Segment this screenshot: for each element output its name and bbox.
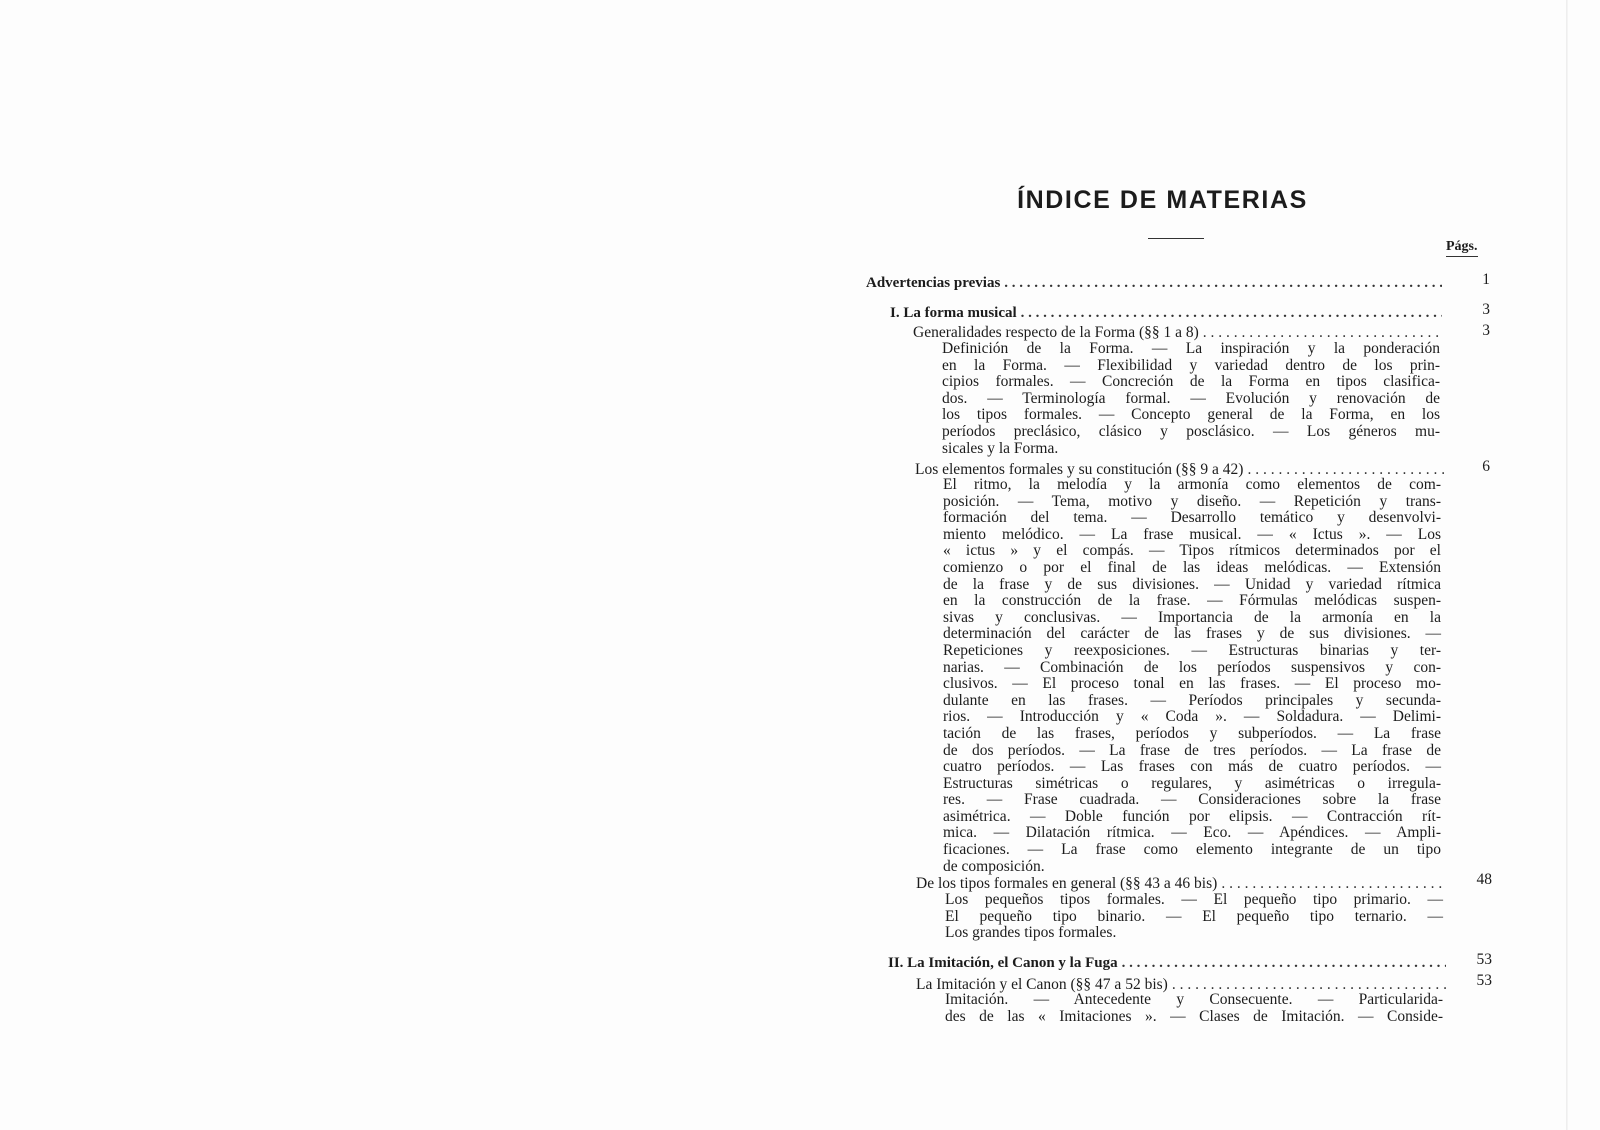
description-line: El pequeño tipo binario. — El pequeño tipo ternario. — <box>945 907 1443 925</box>
description-line: dos. — Terminología formal. — Evolución y renovación de <box>942 389 1440 407</box>
description-line: en la Forma. — Flexibilidad y variedad dentro de los prin- <box>942 356 1440 374</box>
description-line: de composición. <box>943 857 1045 875</box>
toc-entry-description <box>945 992 1443 1025</box>
toc-entry-title: I. La forma musical <box>890 305 1017 321</box>
toc-entry-page: 6 <box>1482 458 1490 475</box>
toc-entry-description <box>943 477 1441 875</box>
description-line: determinación del carácter de las frases y de sus divisiones. — <box>943 625 1441 643</box>
description-line: ficaciones. — La frase como elemento integrante de un tipo <box>943 841 1441 859</box>
description-line: Los pequeños tipos formales. — El pequeño tipo primario. — <box>945 891 1443 908</box>
description-line: dulante en las frases. — Períodos principales y secunda- <box>943 691 1441 709</box>
description-line: Los grandes tipos formales. <box>945 924 1117 942</box>
toc-entry-description <box>945 892 1443 942</box>
dot-leader <box>1004 275 1442 292</box>
description-line: sivas y conclusivas. — Importancia de la armonía en la <box>943 608 1441 626</box>
description-line: Definición de la Forma. — La inspiración y la ponderación <box>942 340 1440 357</box>
toc-entry-page: 48 <box>1476 871 1492 888</box>
description-line: de la frase y de sus divisiones. — Unidad y variedad rítmica <box>943 575 1441 593</box>
description-line: Repeticiones y reexposiciones. — Estructuras binarias y ter- <box>943 641 1441 659</box>
toc-entry-imitacion-canon-fuga <box>888 955 1446 972</box>
toc-entry-title: II. La Imitación, el Canon y la Fuga <box>888 955 1118 971</box>
dot-leader <box>1122 955 1446 972</box>
toc-entry-title: Los elementos formales y su constitución (§§ 9 a 42) <box>915 461 1244 478</box>
description-line: sicales y la Forma. <box>942 439 1059 457</box>
page-edge <box>1566 0 1568 1130</box>
description-line: períodos preclásico, clásico y posclásico. — Los géneros mu- <box>942 422 1440 440</box>
toc-entry-page: 3 <box>1482 322 1490 339</box>
description-line: mica. — Dilatación rítmica. — Eco. — Apéndices. — Ampli- <box>943 824 1441 842</box>
description-line: rios. — Introducción y « Coda ». — Soldadura. — Delimi- <box>943 708 1441 726</box>
description-line: de dos períodos. — La frase de tres períodos. — La frase de <box>943 741 1441 759</box>
description-line: res. — Frase cuadrada. — Consideraciones sobre la frase <box>943 791 1441 809</box>
toc-entry-advertencias <box>866 275 1442 292</box>
description-line: posición. — Tema, motivo y diseño. — Repetición y trans- <box>943 492 1441 510</box>
description-line: El ritmo, la melodía y la armonía como elementos de com- <box>943 476 1441 493</box>
page-title: ÍNDICE DE MATERIAS <box>1017 186 1308 214</box>
description-line: « ictus » y el compás. — Tipos rítmicos determinados por el <box>943 542 1441 560</box>
toc-entry-page: 1 <box>1482 271 1490 288</box>
description-line: cipios formales. — Concreción de la Forma en tipos clasifica- <box>942 373 1440 391</box>
toc-entry-title: Advertencias previas <box>866 275 1001 291</box>
description-line: Estructuras simétricas o regulares, y asimétricas o irregula- <box>943 774 1441 792</box>
toc-entry-title: La Imitación y el Canon (§§ 47 a 52 bis) <box>916 976 1168 993</box>
description-line: formación del tema. — Desarrollo temático y desenvolvi- <box>943 509 1441 527</box>
toc-entry-page: 53 <box>1476 972 1492 989</box>
description-line: tación de las frases, períodos y subperíodos. — La frase <box>943 724 1441 742</box>
toc-entry-title: Generalidades respecto de la Forma (§§ 1 a 8) <box>913 324 1199 341</box>
toc-entry-page: 3 <box>1482 301 1490 318</box>
toc-entry-title: De los tipos formales en general (§§ 43 a 46 bis) <box>916 875 1218 892</box>
description-line: narias. — Combinación de los períodos suspensivos y con- <box>943 658 1441 676</box>
description-line: miento melódico. — La frase musical. — « Ictus ». — Los <box>943 525 1441 543</box>
description-line: comienzo o por el final de las ideas melódicas. — Extensión <box>943 558 1441 576</box>
dot-leader <box>1021 305 1442 322</box>
description-line: cuatro períodos. — Las frases con más de cuatro períodos. — <box>943 758 1441 776</box>
description-line: asimétrica. — Doble función por elipsis. — Contracción rít- <box>943 807 1441 825</box>
description-line: los tipos formales. — Concepto general de la Forma, en los <box>942 406 1440 424</box>
description-line: en la construcción de la frase. — Fórmulas melódicas suspen- <box>943 592 1441 610</box>
toc-entry-page: 53 <box>1476 951 1492 968</box>
description-line: clusivos. — El proceso tonal en las frases. — El proceso mo- <box>943 675 1441 693</box>
title-divider <box>1148 238 1204 239</box>
toc-entry-description <box>942 341 1440 457</box>
pages-column-header: Págs. <box>1446 239 1478 257</box>
description-line: Imitación. — Antecedente y Consecuente. — Particularida- <box>945 991 1443 1008</box>
description-line: des de las « Imitaciones ». — Clases de Imitación. — Conside- <box>945 1007 1443 1025</box>
toc-entry-forma-musical <box>890 305 1442 322</box>
